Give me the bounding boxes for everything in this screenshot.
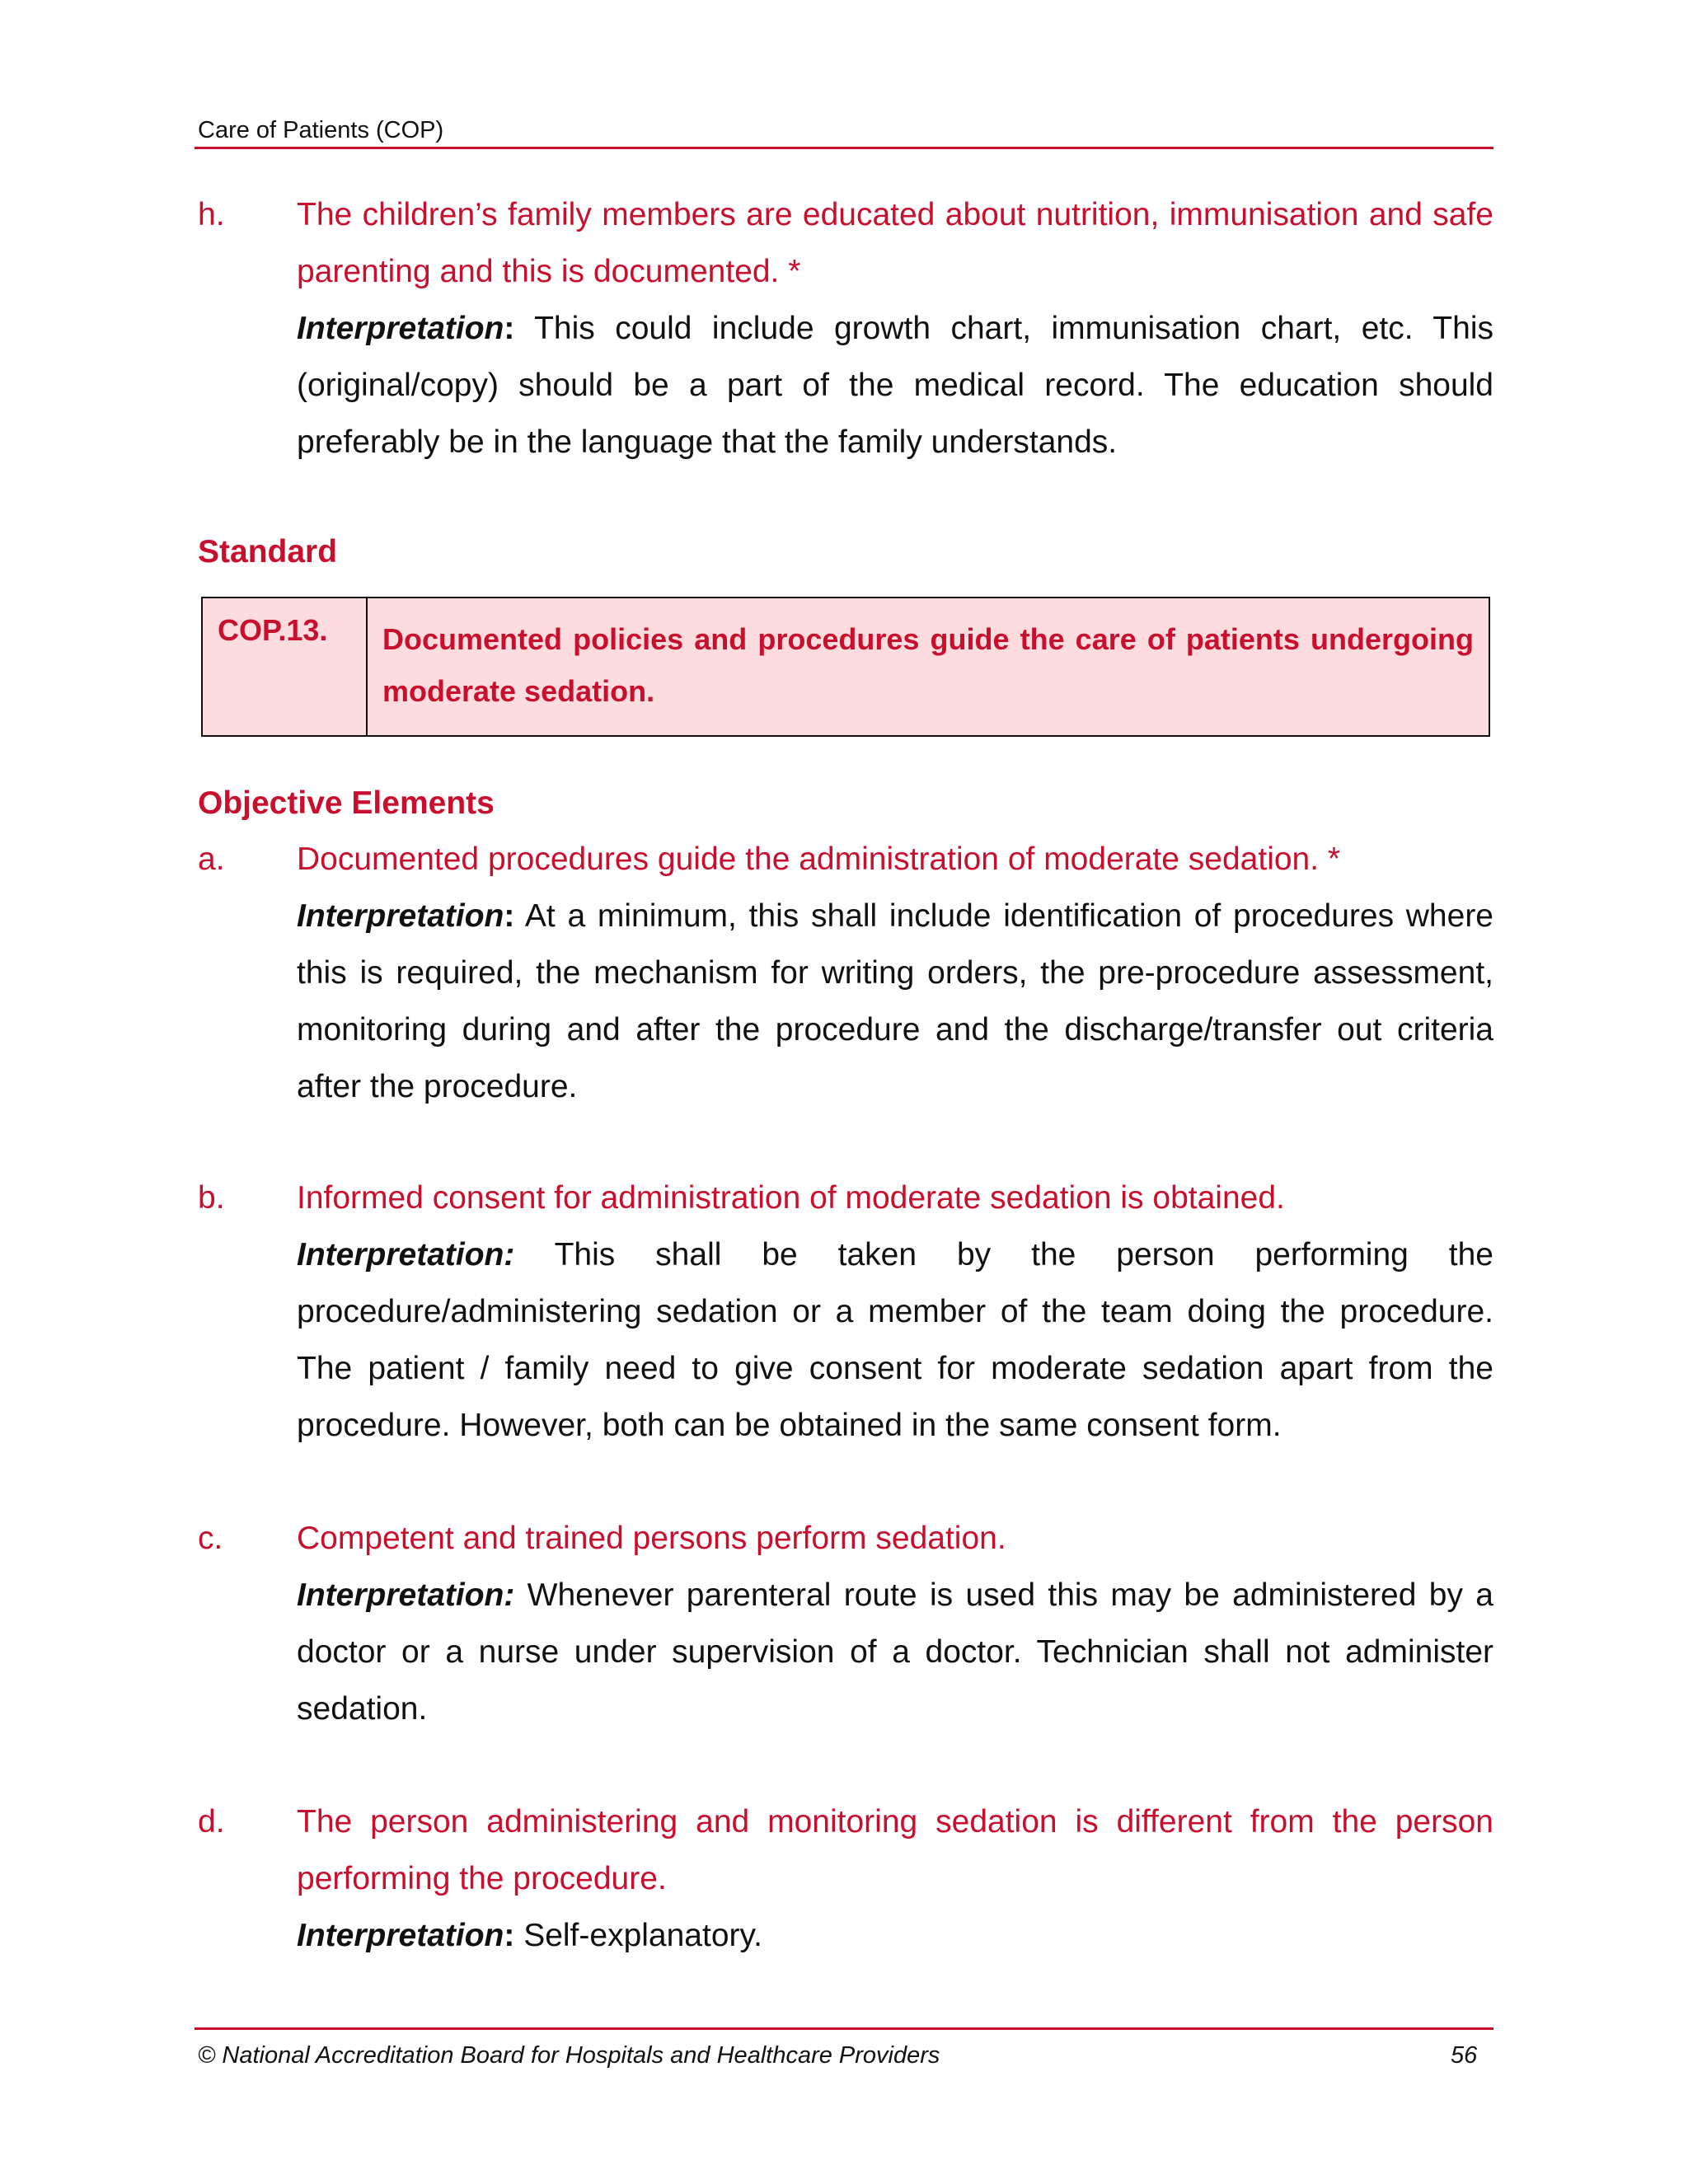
item-letter: c. <box>198 1521 223 1556</box>
objective-element-b <box>198 1169 1493 1454</box>
running-header: Care of Patients (COP) <box>198 117 444 143</box>
item-title: The children’s family members are educated about nutrition, immunisation and safe parenting and this is documented. * <box>297 197 1493 289</box>
standard-description: Documented policies and procedures guide the care of patients undergoing moderate sedation. <box>382 622 1474 708</box>
interpretation-text: At a minimum, this shall include identification of procedures where this is required, the mechanism for writing orders, the pre-procedure assessment, monitoring during and after the procedure and the discharge/transfer out criteria after the procedure. <box>297 898 1493 1104</box>
interpretation-text: Whenever parenteral route is used this may be administered by a doctor or a nurse under supervision of a doctor. Technician shall not administer sedation. <box>297 1577 1493 1727</box>
item-title: Competent and trained persons perform sedation. <box>297 1521 1006 1556</box>
standard-box <box>201 597 1490 737</box>
page-number: 56 <box>1451 2042 1478 2069</box>
interpretation-label: Interpretation <box>297 311 504 346</box>
interpretation-separator: : <box>504 311 515 346</box>
interpretation <box>297 300 1493 471</box>
interpretation-label: Interpretation <box>297 1918 504 1953</box>
interpretation-label: Interpretation <box>297 898 504 934</box>
item-letter: b. <box>198 1180 225 1216</box>
header-rule <box>195 147 1493 149</box>
objective-element-a <box>198 831 1493 1115</box>
interpretation <box>297 1226 1493 1454</box>
interpretation-text: Self-explanatory. <box>514 1918 762 1953</box>
interpretation-text: This could include growth chart, immunisation chart, etc. This (original/copy) should be a part of the medical record. The education should preferably be in the language that the family understands. <box>297 311 1493 460</box>
interpretation-separator: : <box>504 898 515 934</box>
footer-rule <box>195 2027 1493 2030</box>
item-letter: a. <box>198 841 225 877</box>
objective-element-d <box>198 1793 1493 1964</box>
objective-element-h <box>198 186 1493 471</box>
objective-elements-heading: Objective Elements <box>198 785 495 821</box>
interpretation-text: This shall be taken by the person performing the procedure/administering sedation or a member of the team doing the procedure. The patient / family need to give consent for moderate sedation apart from the procedure. However, both can be obtained in the same consent form. <box>297 1237 1493 1443</box>
item-title: Documented procedures guide the administration of moderate sedation. * <box>297 841 1341 877</box>
interpretation-label: Interpretation: <box>297 1237 515 1272</box>
footer-copyright: © National Accreditation Board for Hospitals and Healthcare Providers <box>198 2042 940 2069</box>
interpretation-label: Interpretation: <box>297 1577 515 1613</box>
interpretation-separator: : <box>504 1918 515 1953</box>
interpretation <box>297 1907 1493 1964</box>
item-title: The person administering and monitoring sedation is different from the person performing the procedure. <box>297 1804 1493 1896</box>
objective-element-c <box>198 1510 1493 1737</box>
standard-heading: Standard <box>198 534 338 569</box>
interpretation <box>297 888 1493 1115</box>
item-letter: d. <box>198 1804 225 1840</box>
interpretation <box>297 1567 1493 1737</box>
item-title: Informed consent for administration of moderate sedation is obtained. <box>297 1180 1285 1216</box>
item-letter: h. <box>198 197 225 232</box>
standard-code: COP.13. <box>203 598 368 735</box>
